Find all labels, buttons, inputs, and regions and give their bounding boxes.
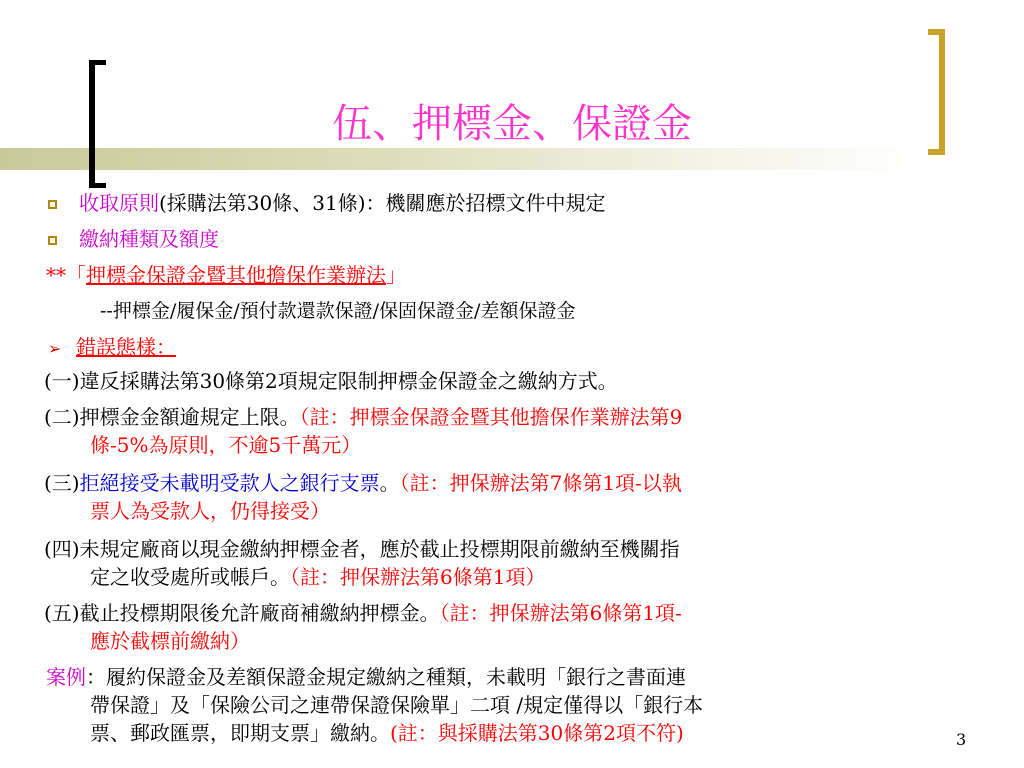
case-line-2: 帶保證」及「保險公司之連帶保證保險單」二項 /規定僅得以「銀行本 — [90, 693, 704, 717]
case-line-3 — [90, 720, 684, 746]
error-item-1: (一)違反採購法第30條第2項規定限制押標金保證金之繳納方式。 — [44, 369, 618, 393]
principle-text: (採購法第30條、31條)：機關應於招標文件中規定 — [159, 191, 606, 215]
error-item-4: (四)未規定廠商以現金繳納押標金者，應於截止投標期限前繳納至機關指 — [44, 537, 680, 561]
error-item-4-cont — [90, 564, 545, 590]
regulation-prefix: **「 — [46, 263, 86, 287]
error-item-2 — [44, 404, 682, 430]
square-bullet-icon — [48, 200, 57, 209]
bullet-line-2 — [48, 226, 219, 252]
principle-label: 收取原則 — [79, 191, 159, 215]
error-item-2-text: (二)押標金金額逾規定上限。 — [44, 405, 300, 429]
case-line-1 — [46, 664, 686, 690]
case-text-end: 票、郵政匯票，即期支票」繳納。 — [90, 721, 390, 745]
regulation-link[interactable]: 押標金保證金暨其他擔保作業辦法 — [86, 263, 386, 287]
error-item-3-text: 拒絕接受未載明受款人之銀行支票 — [79, 471, 380, 495]
error-item-5-text: (五)截止投標期限後允許廠商補繳納押標金。 — [44, 601, 440, 625]
error-item-4-note: （註：押保辦法第6條第1項） — [290, 565, 546, 589]
error-item-3-note: （註：押保辦法第7條第1項-以執 — [399, 471, 682, 495]
error-item-3 — [44, 470, 682, 496]
square-bullet-icon — [48, 236, 57, 245]
error-heading-label: 錯誤態樣： — [76, 335, 176, 359]
types-label: 繳納種類及額度 — [79, 227, 219, 251]
error-heading — [48, 334, 176, 362]
error-item-3-num: (三) — [44, 471, 80, 495]
page-number: 3 — [956, 730, 967, 749]
guarantee-types: --押標金/履保金/預付款還款保證/保固保證金/差額保證金 — [100, 300, 576, 322]
regulation-line — [46, 262, 406, 288]
error-item-4-text: 定之收受處所或帳戶。 — [90, 565, 290, 589]
decorative-band — [0, 148, 1024, 170]
error-item-5 — [44, 600, 682, 626]
arrow-bullet-icon: ➢ — [48, 339, 62, 358]
error-item-3-note-cont: 票人為受款人，仍得接受） — [90, 499, 330, 523]
slide-title: 伍、押標金、保證金 — [332, 101, 692, 147]
bullet-line-1 — [48, 190, 606, 216]
case-note: (註：與採購法第30條第2項不符) — [390, 721, 684, 745]
error-item-2-note-cont: 條-5%為原則，不逾5千萬元） — [90, 433, 362, 457]
regulation-suffix: 」 — [386, 263, 406, 287]
error-item-2-note: （註：押標金保證金暨其他擔保作業辦法第9 — [299, 405, 683, 429]
error-item-5-note: （註：押保辦法第6條第1項- — [439, 601, 682, 625]
error-item-3-period: 。 — [379, 471, 400, 495]
case-text: ：履約保證金及差額保證金規定繳納之種類，未載明「銀行之書面連 — [86, 665, 686, 689]
case-label: 案例 — [46, 665, 86, 689]
error-item-5-note-cont: 應於截標前繳納） — [90, 629, 250, 653]
